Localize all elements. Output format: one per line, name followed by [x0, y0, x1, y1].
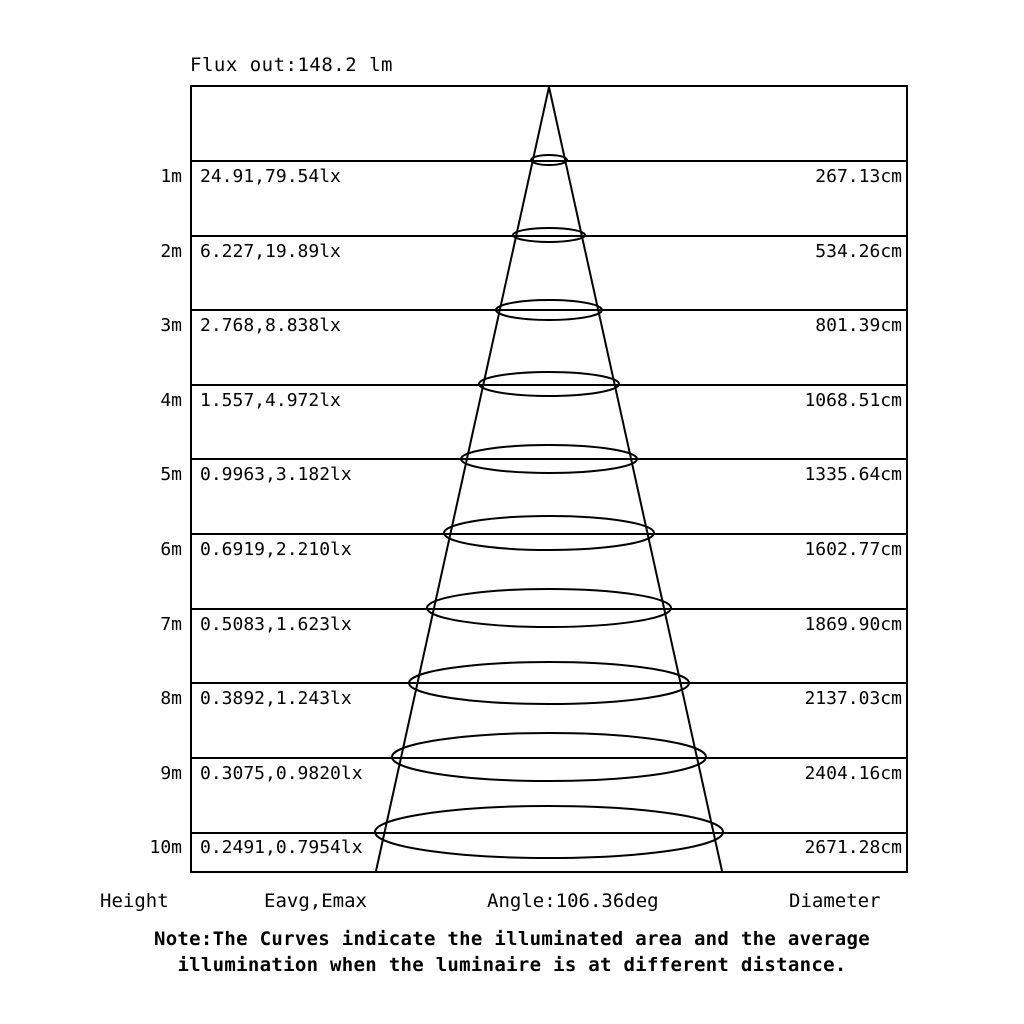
note-line-1: Note:The Curves indicate the illuminated area and the average [153, 928, 871, 950]
row-divider-8m [190, 682, 908, 684]
eavg-label-8m: 0.3892,1.243lx [200, 688, 352, 709]
row-divider-4m [190, 384, 908, 386]
height-label-5m: 5m [160, 464, 182, 485]
eavg-label-9m: 0.3075,0.9820lx [200, 763, 363, 784]
eavg-label-7m: 0.5083,1.623lx [200, 614, 352, 635]
height-label-4m: 4m [160, 390, 182, 411]
cone-right-edge [549, 87, 722, 871]
height-label-3m: 3m [160, 315, 182, 336]
diameter-label-6m: 1602.77cm [804, 539, 902, 560]
diameter-label-7m: 1869.90cm [804, 614, 902, 635]
row-divider-6m [190, 533, 908, 535]
caption-height: Height [100, 890, 169, 912]
row-divider-1m [190, 160, 908, 162]
height-label-8m: 8m [160, 688, 182, 709]
note-line-2: illumination when the luminaire is at different distance. [177, 954, 847, 976]
height-label-9m: 9m [160, 763, 182, 784]
height-label-10m: 10m [149, 837, 182, 858]
height-label-6m: 6m [160, 539, 182, 560]
height-label-2m: 2m [160, 241, 182, 262]
height-label-7m: 7m [160, 614, 182, 635]
eavg-label-10m: 0.2491,0.7954lx [200, 837, 363, 858]
eavg-label-1m: 24.91,79.54lx [200, 166, 341, 187]
row-divider-2m [190, 235, 908, 237]
diameter-label-2m: 534.26cm [815, 241, 902, 262]
diameter-label-1m: 267.13cm [815, 166, 902, 187]
eavg-label-4m: 1.557,4.972lx [200, 390, 341, 411]
diameter-label-5m: 1335.64cm [804, 464, 902, 485]
cone-left-edge [376, 87, 549, 871]
eavg-label-5m: 0.9963,3.182lx [200, 464, 352, 485]
eavg-label-6m: 0.6919,2.210lx [200, 539, 352, 560]
flux-out-label: Flux out:148.2 lm [190, 54, 393, 76]
row-divider-7m [190, 608, 908, 610]
diameter-label-4m: 1068.51cm [804, 390, 902, 411]
row-divider-10m [190, 832, 908, 834]
caption-diameter: Diameter [789, 890, 881, 912]
diameter-label-8m: 2137.03cm [804, 688, 902, 709]
diameter-label-10m: 2671.28cm [804, 837, 902, 858]
row-divider-5m [190, 458, 908, 460]
caption-eavg-emax: Eavg,Emax [264, 890, 367, 912]
row-divider-9m [190, 757, 908, 759]
height-label-1m: 1m [160, 166, 182, 187]
diameter-label-9m: 2404.16cm [804, 763, 902, 784]
eavg-label-3m: 2.768,8.838lx [200, 315, 341, 336]
diameter-label-3m: 801.39cm [815, 315, 902, 336]
row-divider-3m [190, 309, 908, 311]
eavg-label-2m: 6.227,19.89lx [200, 241, 341, 262]
caption-angle: Angle:106.36deg [487, 890, 659, 912]
